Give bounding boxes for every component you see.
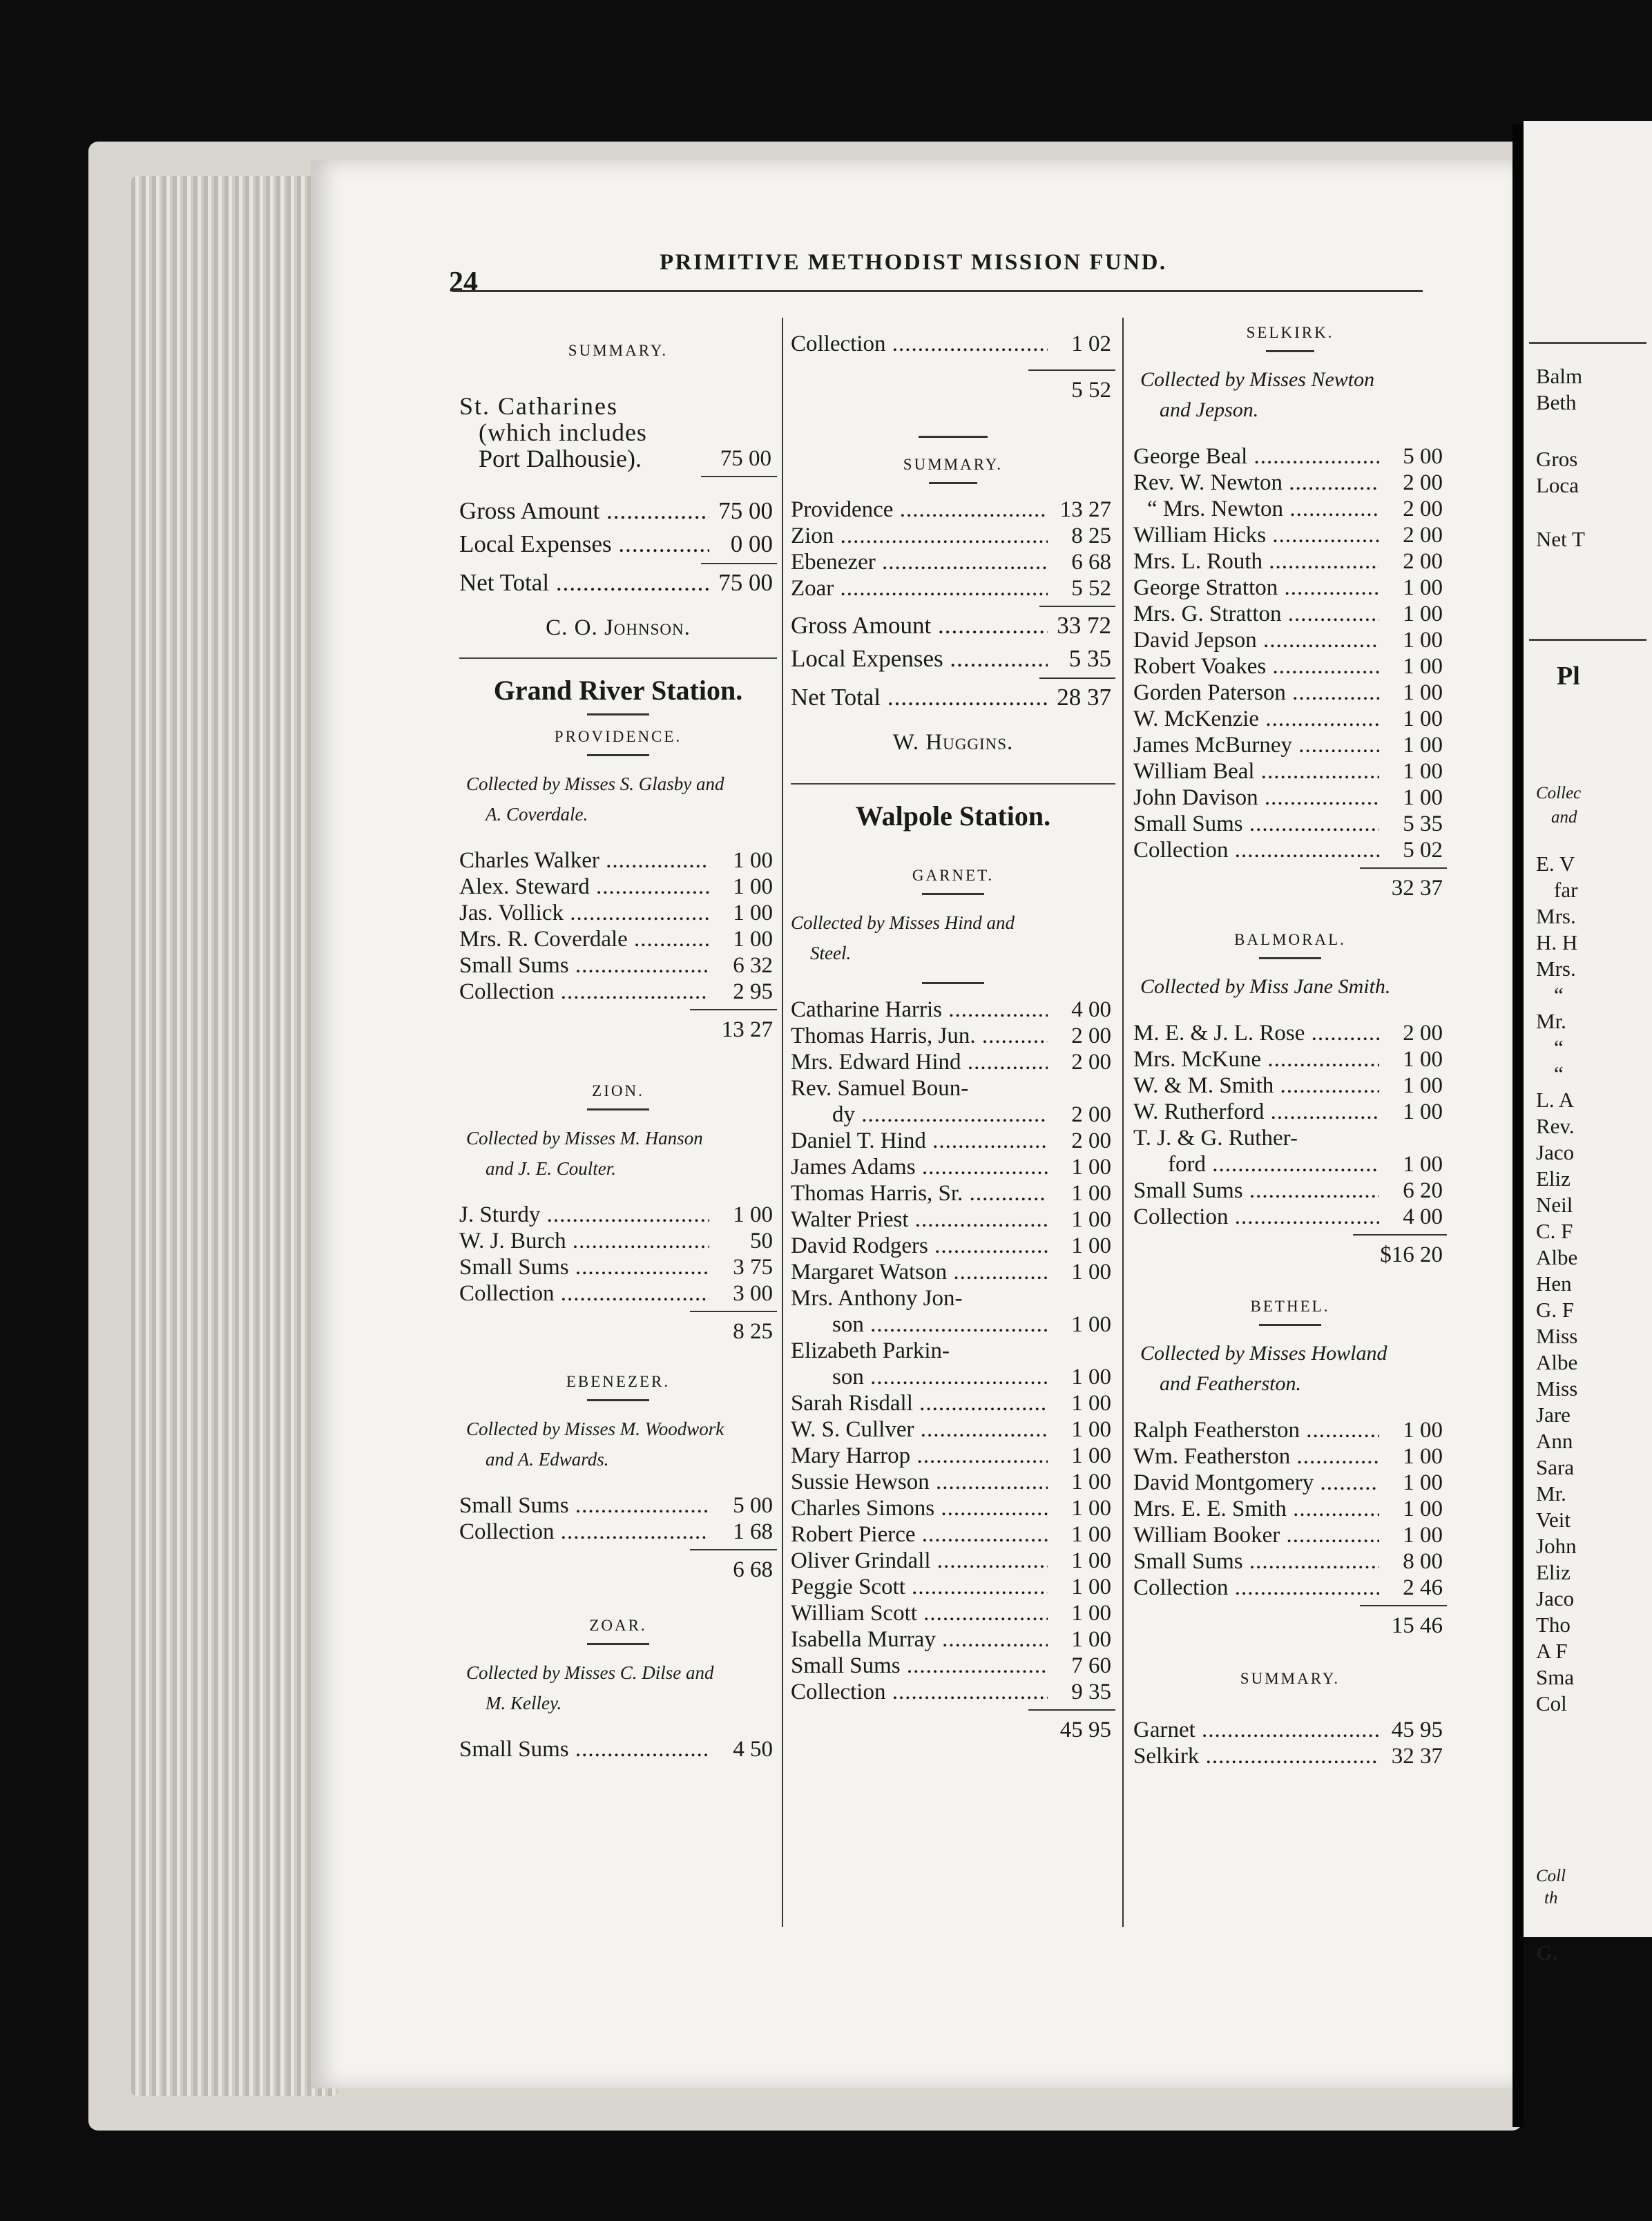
ebenezer-heading: EBENEZER. [566,1373,671,1390]
text-fragment: Rev. [1536,1114,1575,1138]
local-expenses-row: Local Expenses ..... 5 35 [791,644,1115,673]
list-item: Zoar ..... 5 52 [791,575,1115,602]
text-fragment: Jaco [1536,1140,1575,1164]
text-fragment: Miss [1536,1376,1578,1401]
list-item: Alex. Steward ..... 1 00 [459,874,777,900]
column-rule [782,318,783,1927]
list-item: Thomas Harris, Sr. ..... 1 00 [791,1180,1115,1206]
section-total: 32 37 [1133,867,1447,902]
column-1 [459,314,777,1762]
page-edges [131,176,338,2096]
st-catharines-entry [459,393,777,472]
list-item: Small Sums ..... 7 60 [791,1653,1115,1679]
list-item: Collection ..... 3 00 [459,1280,777,1307]
text-fragment: Pl [1557,662,1580,691]
text-fragment: Veit [1536,1508,1571,1532]
text-fragment: Tho [1536,1613,1571,1637]
text-fragment: C. F [1536,1219,1573,1243]
text-fragment: Ann [1536,1429,1573,1453]
list-item: Margaret Watson ..... 1 00 [791,1259,1115,1285]
collector-note: Collected by Misses Howland and Featherston. [1140,1342,1387,1395]
section-total: $16 20 [1133,1234,1447,1269]
list-item: Sussie Hewson ..... 1 00 [791,1469,1115,1495]
list-item: dy ..... 2 00 [791,1102,1115,1128]
list-item: W. J. Burch ..... 50 [459,1228,777,1254]
summary-heading: SUMMARY. [1240,1670,1341,1687]
text-fragment: Albe [1536,1245,1578,1269]
list-item: Mrs. Anthony Jon- [791,1286,963,1311]
text-fragment: “ [1554,1061,1564,1086]
text-fragment: A F [1536,1639,1568,1663]
section-total: 5 52 [791,369,1115,404]
heading-rule [1266,350,1314,352]
list-item: Small Sums ..... 5 35 [1133,811,1447,837]
list-item: Collection ..... 1 02 [791,331,1115,357]
net-total-row: Net Total ..... 75 00 [459,568,777,597]
gross-amount-row: Gross Amount ..... 33 72 [791,611,1115,640]
list-item: Collection ..... 2 46 [1133,1575,1447,1601]
signature: C. O. Johnson. [546,615,691,640]
text-fragment: Loca [1536,473,1579,497]
list-item: Ralph Featherston ..... 1 00 [1133,1417,1447,1443]
list-item: Catharine Harris ..... 4 00 [791,997,1115,1023]
st-catharines-amount: 75 00 [720,446,771,471]
list-item: W. S. Cullver ..... 1 00 [791,1416,1115,1443]
list-item: Daniel T. Hind ..... 2 00 [791,1128,1115,1154]
section-total: 45 95 [791,1709,1115,1744]
list-item: David Rodgers ..... 1 00 [791,1233,1115,1259]
summary-heading: SUMMARY. [568,342,669,359]
st-catharines-line: Port Dalhousie). [479,445,642,472]
collector-note: Collected by Miss Jane Smith. [1140,975,1391,998]
text-fragment: G. [1536,1941,1558,1965]
text-fragment: John [1536,1534,1577,1558]
text-fragment: and [1551,808,1577,827]
list-item: Robert Pierce ..... 1 00 [791,1521,1115,1548]
heading-rule [1259,1324,1321,1326]
column-3 [1122,314,1454,1769]
list-item: Isabella Murray ..... 1 00 [791,1626,1115,1653]
book-gutter [1512,124,1524,2127]
selkirk-list [1133,443,1447,863]
section-rule [1529,639,1646,641]
list-item: son ..... 1 00 [791,1364,1115,1390]
list-item: John Davison ..... 1 00 [1133,785,1447,811]
list-item: W. McKenzie ..... 1 00 [1133,706,1447,732]
text-fragment: Col [1536,1691,1567,1715]
list-item: William Hicks ..... 2 00 [1133,522,1447,548]
list-item: Mrs. G. Stratton ..... 1 00 [1133,601,1447,627]
heading-rule [929,482,977,484]
list-item: Gorden Paterson ..... 1 00 [1133,680,1447,706]
page-number: 24 [449,267,478,298]
text-fragment: G. F [1536,1298,1575,1322]
summary-heading: SUMMARY. [903,456,1003,473]
text-fragment: L. A [1536,1088,1575,1112]
list-item: James Adams ..... 1 00 [791,1154,1115,1180]
text-fragment: Hen [1536,1271,1572,1296]
text-fragment: Sara [1536,1455,1575,1479]
list-item: Mary Harrop ..... 1 00 [791,1443,1115,1469]
list-item: “ Mrs. Newton ..... 2 00 [1133,496,1447,522]
list-item: Mrs. E. E. Smith ..... 1 00 [1133,1496,1447,1522]
list-item: Selkirk ..... 32 37 [1133,1743,1447,1769]
list-item: M. E. & J. L. Rose ..... 2 00 [1133,1020,1447,1046]
selkirk-heading: SELKIRK. [1246,324,1334,341]
garnet-heading: GARNET. [912,867,995,884]
list-item: Rev. W. Newton ..... 2 00 [1133,470,1447,496]
list-item: Ebenezer ..... 6 68 [791,549,1115,575]
text-fragment: Mr. [1536,1481,1566,1506]
garnet-list [791,997,1115,1705]
list-item: Robert Voakes ..... 1 00 [1133,653,1447,680]
collector-note: Collected by Misses M. Hanson and J. E. Coulter. [466,1128,703,1179]
list-item: David Montgomery ..... 1 00 [1133,1470,1447,1496]
balmoral-heading: BALMORAL. [1234,931,1346,948]
summary-list [791,497,1115,602]
list-item: W. Rutherford ..... 1 00 [1133,1099,1447,1125]
text-fragment: Beth [1536,390,1577,414]
list-item: J. Sturdy ..... 1 00 [459,1202,777,1228]
list-item: ford ..... 1 00 [1133,1151,1447,1177]
list-item: Collection ..... 9 35 [791,1679,1115,1705]
text-fragment: Miss [1536,1324,1578,1348]
list-item: Peggie Scott ..... 1 00 [791,1574,1115,1600]
collector-note: Collected by Misses S. Glasby and A. Coverdale. [466,773,724,825]
sum-rule [459,476,777,477]
heading-rule [587,713,649,715]
sum-rule [459,563,777,564]
list-item: Rev. Samuel Boun- [791,1076,969,1101]
balmoral-list [1133,1020,1447,1230]
list-item: Elizabeth Parkin- [791,1338,950,1363]
list-item: Small Sums ..... 4 50 [459,1736,777,1762]
text-fragment: Sma [1536,1665,1575,1689]
station-heading: Walpole Station. [855,800,1051,831]
text-fragment: Coll [1536,1867,1566,1885]
column-2 [784,314,1122,1744]
heading-rule [587,754,649,756]
list-item: Collection ..... 4 00 [1133,1204,1447,1230]
zion-heading: ZION. [592,1082,644,1099]
text-fragment: “ [1554,983,1564,1007]
list-item: Small Sums ..... 6 32 [459,952,777,979]
bethel-list [1133,1417,1447,1601]
collector-note: Collected by Misses C. Dilse and M. Kelley. [466,1662,714,1713]
list-item: Mrs. R. Coverdale ..... 1 00 [459,926,777,952]
zoar-heading: ZOAR. [589,1617,647,1634]
list-item: Walter Priest ..... 1 00 [791,1206,1115,1233]
facing-page [1524,121,1652,1937]
list-item: Small Sums ..... 3 75 [459,1254,777,1280]
sum-rule [791,606,1115,607]
list-item: James McBurney ..... 1 00 [1133,732,1447,758]
list-item: George Beal ..... 5 00 [1133,443,1447,470]
heading-rule [922,893,984,895]
text-fragment: Net T [1536,527,1585,551]
st-catharines-line: St. Catharines [459,392,618,420]
text-fragment: Jare [1536,1403,1571,1427]
section-total: 15 46 [1133,1605,1447,1640]
local-expenses-row: Local Expenses ..... 0 00 [459,530,777,559]
collector-note: Collected by Misses Hind and Steel. [791,912,1015,963]
text-fragment: Mr. [1536,1009,1566,1033]
list-item: Sarah Risdall ..... 1 00 [791,1390,1115,1416]
list-item: Mrs. Edward Hind ..... 2 00 [791,1049,1115,1075]
list-item: William Scott ..... 1 00 [791,1600,1115,1626]
section-total: 8 25 [459,1311,777,1345]
section-total: 6 68 [459,1549,777,1584]
collector-note: Collected by Misses Newton and Jepson. [1140,368,1375,421]
list-item: Charles Walker ..... 1 00 [459,847,777,874]
section-rule [459,657,777,659]
header-rule [452,290,1423,292]
list-item: Collection ..... 1 68 [459,1519,777,1545]
text-fragment: Albe [1536,1350,1578,1374]
net-total-row: Net Total ..... 28 37 [791,683,1115,712]
text-fragment: Eliz [1536,1166,1571,1191]
list-item: Collection ..... 2 95 [459,979,777,1005]
gross-amount-row: Gross Amount ..... 75 00 [459,497,777,526]
text-fragment: Mrs. [1536,956,1576,981]
zion-list [459,1202,777,1307]
list-item: Collection ..... 5 02 [1133,837,1447,863]
list-item: Providence ..... 13 27 [791,497,1115,523]
ebenezer-list [459,1492,777,1545]
text-fragment: far [1554,878,1578,902]
list-item: George Stratton ..... 1 00 [1133,575,1447,601]
list-item: Charles Simons ..... 1 00 [791,1495,1115,1521]
list-item: Small Sums ..... 5 00 [459,1492,777,1519]
list-item: Oliver Grindall ..... 1 00 [791,1548,1115,1574]
list-item: William Beal ..... 1 00 [1133,758,1447,785]
list-item: son ..... 1 00 [791,1311,1115,1338]
list-item: Jas. Vollick ..... 1 00 [459,900,777,926]
signature: W. Huggins. [892,730,1014,755]
bethel-heading: BETHEL. [1250,1298,1330,1315]
text-fragment: “ [1554,1035,1564,1059]
heading-rule [587,1643,649,1645]
list-item: Mrs. L. Routh ..... 2 00 [1133,548,1447,575]
running-title: PRIMITIVE METHODIST MISSION FUND. [660,250,1167,275]
text-fragment: th [1544,1889,1558,1907]
summary-list [1133,1717,1447,1769]
list-item: Garnet ..... 45 95 [1133,1717,1447,1743]
list-item: Wm. Featherston ..... 1 00 [1133,1443,1447,1470]
list-item: Thomas Harris, Jun. ..... 2 00 [791,1023,1115,1049]
text-fragment: Balm [1536,364,1583,388]
text-fragment: Mrs. [1536,904,1576,928]
section-rule [791,783,1115,785]
section-total: 13 27 [459,1009,777,1044]
list-item: David Jepson ..... 1 00 [1133,627,1447,653]
section-rule [1529,342,1646,344]
list-item: T. J. & G. Ruther- [1133,1126,1298,1151]
st-catharines-line: (which includes [479,419,647,446]
text-fragment: Jaco [1536,1586,1575,1611]
text-fragment: Gros [1536,447,1578,471]
heading-rule [587,1108,649,1110]
heading-rule [1259,957,1321,959]
sum-rule [791,677,1115,679]
list-item: Small Sums ..... 6 20 [1133,1177,1447,1204]
providence-list [459,847,777,1005]
providence-heading: PROVIDENCE. [554,728,682,745]
heading-rule [922,982,984,984]
collector-note: Collected by Misses M. Woodwork and A. Edwards. [466,1419,724,1470]
text-fragment: E. V [1536,852,1575,876]
text-fragment: Neil [1536,1193,1573,1217]
list-item: William Booker ..... 1 00 [1133,1522,1447,1548]
list-item: Small Sums ..... 8 00 [1133,1548,1447,1575]
text-fragment: Collec [1536,784,1582,802]
list-item: Mrs. McKune ..... 1 00 [1133,1046,1447,1073]
text-fragment: H. H [1536,930,1578,954]
text-fragment: Eliz [1536,1560,1571,1584]
station-heading: Grand River Station. [493,675,743,706]
section-rule [919,436,988,438]
list-item: W. & M. Smith ..... 1 00 [1133,1073,1447,1099]
heading-rule [587,1399,649,1401]
list-item: Zion ..... 8 25 [791,523,1115,549]
